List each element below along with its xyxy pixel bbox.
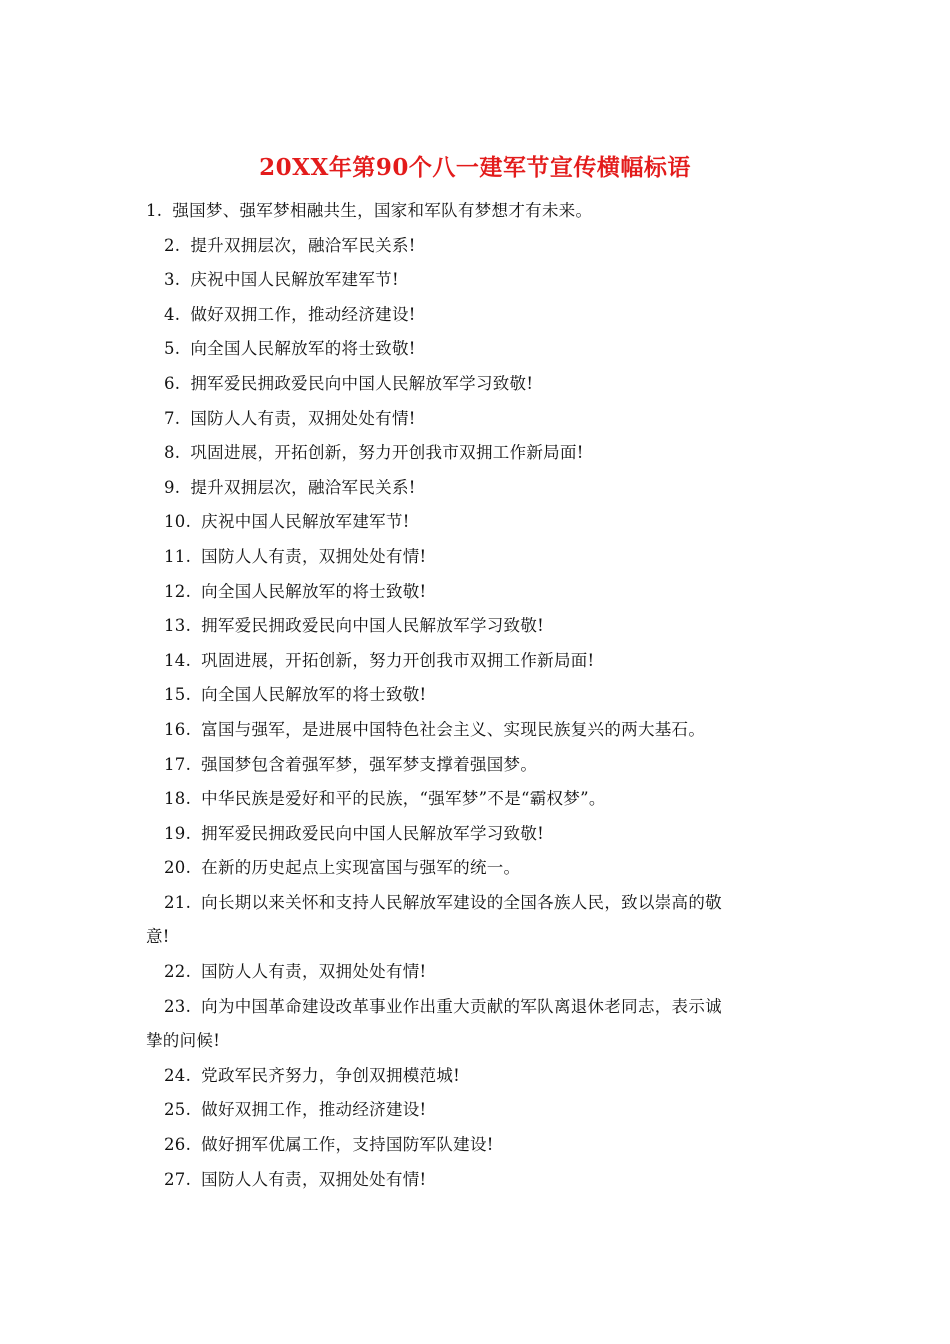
list-item-number: 2.: [164, 235, 181, 255]
list-item: [146, 298, 806, 333]
list-item-number: 18.: [164, 789, 192, 809]
list-item-number: 25.: [164, 1100, 192, 1120]
list-item-number: 16.: [164, 719, 192, 739]
list-item: [146, 367, 806, 402]
list-item-number: 14.: [164, 650, 192, 670]
list-item-number: 15.: [164, 685, 192, 705]
list-item: [146, 229, 806, 264]
list-item: [146, 748, 806, 783]
list-item: [146, 263, 806, 298]
list-item: [146, 436, 806, 471]
list-item-number: 24.: [164, 1065, 192, 1085]
list-item-number: 1.: [146, 201, 163, 220]
list-item: [146, 990, 806, 1059]
list-item-text: 庆祝中国人民解放军建军节!: [190, 270, 399, 290]
document-title: 20XX年第90个八一建军节宣传横幅标语: [259, 154, 691, 181]
list-item-number: 26.: [164, 1135, 192, 1155]
list-item-text: 做好拥军优属工作，支持国防军队建设!: [201, 1135, 494, 1155]
list-item-number: 22.: [164, 962, 192, 982]
list-item: [146, 1059, 806, 1094]
list-item-text: 做好双拥工作，推动经济建设!: [190, 304, 416, 324]
list-item: [146, 609, 806, 644]
list-item-number: 12.: [164, 581, 192, 601]
list-item-text-continued: 意!: [146, 927, 170, 947]
list-item-text: 拥军爱民拥政爱民向中国人民解放军学习致敬!: [190, 373, 534, 393]
list-item: [146, 332, 806, 367]
list-item-text: 向全国人民解放军的将士致敬!: [201, 581, 427, 601]
list-item: [146, 782, 806, 817]
list-item: [146, 1163, 806, 1198]
list-item-number: 6.: [164, 373, 181, 393]
list-item-text: 向为中国革命建设改革事业作出重大贡献的军队离退休老同志，表示诚: [201, 996, 722, 1016]
list-item-number: 19.: [164, 823, 192, 843]
list-item-text: 国防人人有责，双拥处处有情!: [201, 1169, 427, 1189]
list-item-text-continued: 挚的问候!: [146, 1031, 221, 1051]
list-item-text: 富国与强军，是进展中国特色社会主义、实现民族复兴的两大基石。: [201, 719, 706, 739]
list-item-number: 9.: [164, 477, 181, 497]
list-item-text: 中华民族是爱好和平的民族，“强军梦”不是“霸权梦”。: [201, 789, 606, 809]
list-item: [146, 505, 806, 540]
list-item-number: 13.: [164, 616, 192, 636]
list-item: [146, 1093, 806, 1128]
list-item-text: 国防人人有责，双拥处处有情!: [201, 546, 427, 566]
list-item-text: 提升双拥层次，融洽军民关系!: [190, 235, 416, 255]
list-item: [146, 851, 806, 886]
list-item-number: 23.: [164, 996, 192, 1016]
list-item-number: 17.: [164, 754, 192, 774]
list-item-number: 27.: [164, 1169, 192, 1189]
list-item-number: 7.: [164, 408, 181, 428]
list-item-text: 巩固进展，开拓创新，努力开创我市双拥工作新局面!: [201, 650, 595, 670]
list-item-text: 拥军爱民拥政爱民向中国人民解放军学习致敬!: [201, 823, 545, 843]
list-item: [146, 402, 806, 437]
list-item-text: 国防人人有责，双拥处处有情!: [190, 408, 416, 428]
list-item-number: 21.: [164, 892, 192, 912]
list-item: [146, 817, 806, 852]
list-item-text: 庆祝中国人民解放军建军节!: [201, 512, 410, 532]
list-item: [146, 1128, 806, 1163]
list-item-text: 提升双拥层次，融洽军民关系!: [190, 477, 416, 497]
list-item-text: 强国梦、强军梦相融共生，国家和军队有梦想才有未来。: [172, 201, 593, 220]
list-item-number: 11.: [164, 546, 192, 566]
list-item-text: 做好双拥工作，推动经济建设!: [201, 1100, 427, 1120]
list-item: [146, 644, 806, 679]
list-item-number: 3.: [164, 270, 181, 290]
list-item-number: 8.: [164, 443, 181, 463]
list-item: [146, 678, 806, 713]
list-item-text: 拥军爱民拥政爱民向中国人民解放军学习致敬!: [201, 616, 545, 636]
list-item-text: 巩固进展，开拓创新，努力开创我市双拥工作新局面!: [190, 443, 584, 463]
list-item: [146, 886, 806, 955]
list-item: [146, 194, 806, 229]
list-item-text: 向长期以来关怀和支持人民解放军建设的全国各族人民，致以崇高的敬: [201, 892, 722, 912]
list-item-text: 强国梦包含着强军梦，强军梦支撑着强国梦。: [201, 754, 538, 774]
list-item-text: 在新的历史起点上实现富国与强军的统一。: [201, 858, 521, 878]
list-item: [146, 713, 806, 748]
list-item-text: 国防人人有责，双拥处处有情!: [201, 962, 427, 982]
list-item-text: 向全国人民解放军的将士致敬!: [190, 339, 416, 359]
list-item-number: 10.: [164, 512, 192, 532]
list-item: [146, 575, 806, 610]
list-item-text: 向全国人民解放军的将士致敬!: [201, 685, 427, 705]
list-item-text: 党政军民齐努力，争创双拥模范城!: [201, 1065, 461, 1085]
list-item-number: 4.: [164, 304, 181, 324]
list-item: [146, 471, 806, 506]
list-item-number: 20.: [164, 858, 192, 878]
list-item-number: 5.: [164, 339, 181, 359]
slogan-list: [146, 194, 806, 1197]
list-item: [146, 540, 806, 575]
list-item: [146, 955, 806, 990]
